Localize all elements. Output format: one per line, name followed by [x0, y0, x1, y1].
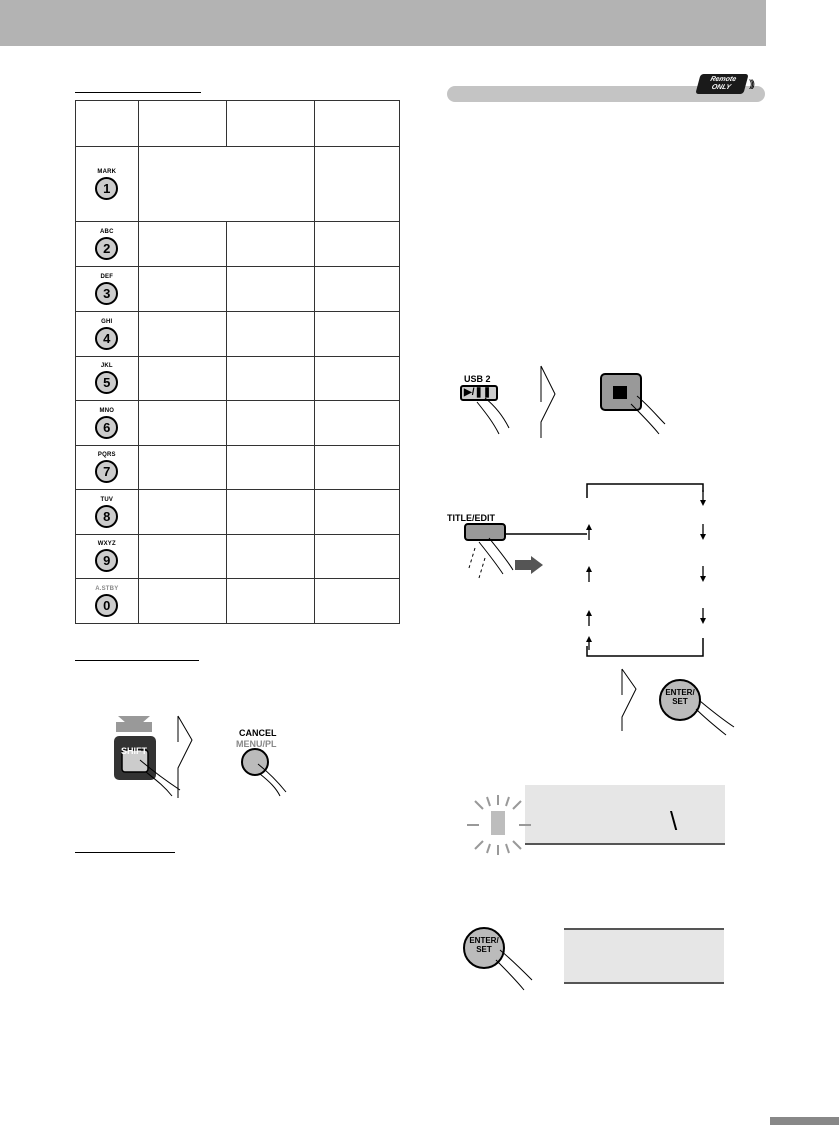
- number-key-4: GHI 4: [76, 312, 139, 357]
- usb2-label: USB 2: [464, 374, 491, 384]
- cycle-loop-top: [587, 484, 703, 498]
- finger-icon: [696, 701, 734, 735]
- press-arrow-icon: [116, 722, 152, 732]
- table-header-row: [76, 101, 400, 147]
- down-arrow-icon: [700, 524, 706, 540]
- section-heading-rule: [75, 852, 175, 853]
- up-arrow-icon: [586, 566, 592, 582]
- digit-button: 8: [95, 505, 118, 528]
- stop-icon: [613, 386, 627, 399]
- table-row: [76, 446, 400, 490]
- table-row: [76, 357, 400, 401]
- down-arrow-icon: [700, 566, 706, 582]
- digit-button: 3: [95, 282, 118, 305]
- header-bar: [0, 0, 766, 46]
- cancel-button-circle: [242, 749, 268, 775]
- menu-pl-label: MENU/PL: [236, 739, 277, 749]
- motion-lines: [469, 548, 485, 578]
- table-row: [76, 490, 400, 535]
- digit-button: 5: [95, 371, 118, 394]
- up-arrow-icon: [586, 524, 592, 540]
- table-row: [76, 535, 400, 579]
- cancel-label: CANCEL: [239, 728, 277, 738]
- cursor-block: [491, 811, 505, 835]
- press-arrow-icon: [515, 556, 543, 574]
- character-table: [75, 100, 400, 624]
- next-step-arrow-icon: [541, 366, 555, 438]
- table-row: [76, 401, 400, 446]
- enter-set-label: ENTER/ SET: [469, 936, 499, 954]
- cycle-loop-bottom: [587, 638, 703, 656]
- finger-icon: [479, 538, 513, 574]
- shift-cancel-illustration: [110, 712, 290, 802]
- next-step-arrow-icon: [622, 669, 636, 731]
- number-key-5: JKL 5: [76, 357, 139, 401]
- lcd-display-confirmed: [564, 928, 724, 984]
- number-key-1: MARK 1: [76, 147, 139, 222]
- play-pause-label: ▶/❚❚: [464, 387, 492, 398]
- table-row: [76, 267, 400, 312]
- number-key-8: TUV 8: [76, 490, 139, 535]
- next-step-arrow-icon: [178, 716, 192, 798]
- title-edit-button: [465, 524, 505, 540]
- finger-icon: [477, 398, 509, 434]
- digit-button: 2: [95, 237, 118, 260]
- table-row: [76, 147, 400, 222]
- number-key-7: PQRS 7: [76, 446, 139, 490]
- digit-button: 6: [95, 416, 118, 439]
- down-arrow-icon: [700, 608, 706, 624]
- digit-button: 0: [95, 594, 118, 617]
- page-tab-marker: [770, 1117, 839, 1125]
- digit-button: 4: [95, 327, 118, 350]
- number-key-3: DEF 3: [76, 267, 139, 312]
- shift-label: SHIFT: [121, 746, 147, 756]
- number-key-2: ABC 2: [76, 222, 139, 267]
- number-key-9: WXYZ 9: [76, 535, 139, 579]
- enter-set-label: ENTER/ SET: [665, 688, 695, 706]
- digit-button: 7: [95, 460, 118, 483]
- digit-button: 1: [95, 177, 118, 200]
- table-row: [76, 222, 400, 267]
- number-key-0: A.STBY 0: [76, 579, 139, 624]
- section-heading-rule: [75, 92, 201, 93]
- down-arrow-icon: [700, 490, 706, 506]
- remote-signal-icon: ))): [749, 79, 753, 90]
- lcd-display-editing: [525, 785, 725, 845]
- up-arrow-icon: [586, 610, 592, 626]
- title-edit-label: TITLE/EDIT: [447, 513, 495, 523]
- usb-stop-illustration: [455, 362, 680, 442]
- remote-only-badge: Remote ONLY: [695, 74, 748, 94]
- table-row: [76, 312, 400, 357]
- enter-set-illustration-2: [456, 920, 536, 995]
- section-heading-rule: [75, 660, 199, 661]
- digit-button: 9: [95, 549, 118, 572]
- title-edit-cycle-diagram: [455, 478, 715, 663]
- table-row: [76, 579, 400, 624]
- number-key-6: MNO 6: [76, 401, 139, 446]
- display-character: \: [670, 806, 678, 836]
